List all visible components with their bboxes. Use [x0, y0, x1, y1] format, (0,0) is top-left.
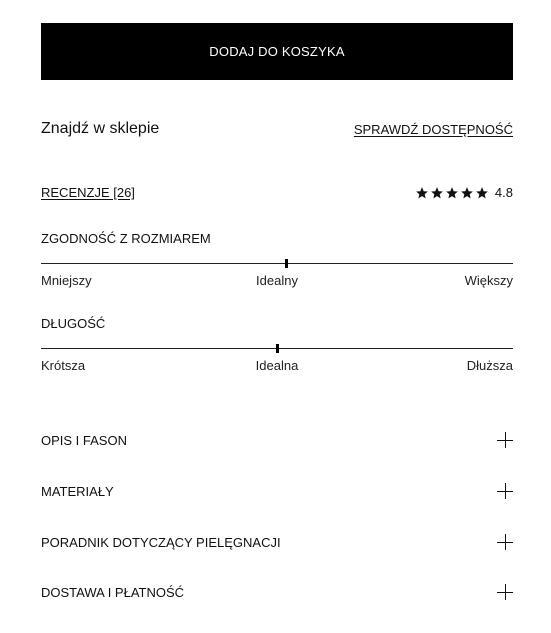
- add-to-cart-button[interactable]: DODAJ DO KOSZYKA: [41, 23, 513, 80]
- fit-scale-line: [41, 263, 513, 264]
- reviews-link[interactable]: RECENZJE [26]: [41, 185, 135, 200]
- fit-title: ZGODNOŚĆ Z ROZMIAREM: [41, 231, 211, 246]
- store-availability-row: [41, 120, 513, 138]
- accordion-materials[interactable]: [41, 483, 513, 499]
- accordion-delivery-payment[interactable]: [41, 584, 513, 600]
- fit-middle-label: Idealny: [256, 273, 298, 288]
- star-icon: [460, 186, 474, 200]
- rating-stars: [415, 186, 489, 200]
- length-right-label: Dłuższa: [466, 358, 513, 373]
- check-availability-link[interactable]: SPRAWDŹ DOSTĘPNOŚĆ: [353, 121, 513, 137]
- plus-icon[interactable]: [497, 534, 513, 550]
- star-icon: [445, 186, 459, 200]
- rating-value: 4.8: [494, 185, 513, 200]
- length-title: DŁUGOŚĆ: [41, 316, 106, 331]
- accordion-label: OPIS I FASON: [41, 432, 127, 448]
- length-scale-marker: [276, 344, 279, 353]
- accordion-label: DOSTAWA I PŁATNOŚĆ: [41, 584, 185, 600]
- star-icon: [415, 186, 429, 200]
- accordion-label: PORADNIK DOTYCZĄCY PIELĘGNACJI: [41, 534, 281, 550]
- rating-summary: [415, 185, 513, 200]
- accordion-care-guide[interactable]: [41, 534, 513, 550]
- reviews-row: [41, 185, 513, 200]
- fit-left-label: Mniejszy: [41, 273, 92, 288]
- fit-scale-marker: [285, 259, 288, 268]
- plus-icon[interactable]: [497, 432, 513, 448]
- length-left-label: Krótsza: [41, 358, 86, 373]
- fit-right-label: Większy: [464, 273, 513, 288]
- plus-icon[interactable]: [497, 483, 513, 499]
- find-in-store-label: Znajdź w sklepie: [41, 120, 160, 137]
- plus-icon[interactable]: [497, 584, 513, 600]
- star-icon: [430, 186, 444, 200]
- accordion-label: MATERIAŁY: [41, 483, 114, 499]
- star-icon: [475, 186, 489, 200]
- length-middle-label: Idealna: [255, 358, 299, 373]
- accordion-description[interactable]: [41, 432, 513, 448]
